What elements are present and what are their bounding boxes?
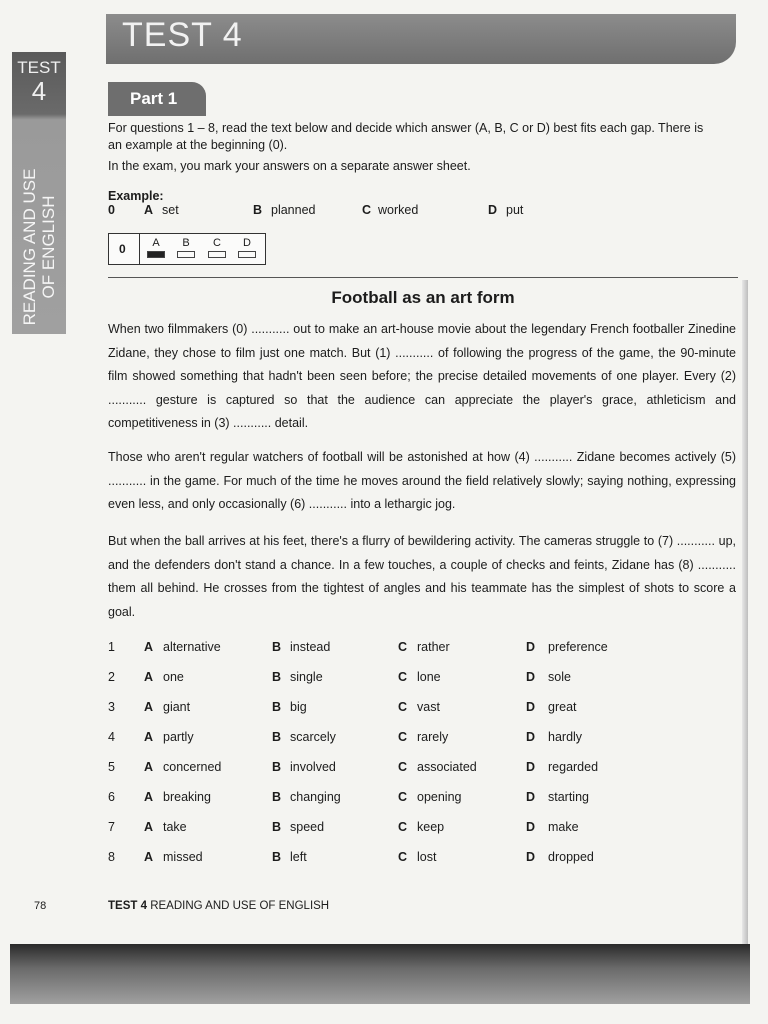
- footer-test: TEST 4: [108, 900, 147, 912]
- option-letter: B: [272, 850, 282, 864]
- option-word: breaking: [163, 790, 211, 804]
- question-row: [108, 850, 728, 870]
- option-word: hardly: [548, 730, 583, 744]
- question-row: [108, 730, 728, 750]
- option-word: keep: [417, 820, 445, 834]
- example-number: 0: [108, 203, 115, 217]
- example-option-word: set: [162, 203, 179, 217]
- option-word: giant: [163, 700, 191, 714]
- option-word: partly: [163, 730, 194, 744]
- example-option-letter: C: [362, 203, 372, 217]
- option-letter: B: [272, 790, 282, 804]
- answer-mark-filled: [147, 251, 165, 258]
- option-word: preference: [548, 640, 608, 654]
- instructions-line2: an example at the beginning (0).: [108, 138, 288, 152]
- example-option-letter: B: [253, 203, 263, 217]
- option-word: alternative: [163, 640, 221, 654]
- question-number: 1: [108, 640, 115, 654]
- option-letter: B: [272, 670, 282, 684]
- example-option-letter: A: [144, 203, 154, 217]
- option-letter: C: [398, 730, 408, 744]
- option-word: involved: [290, 760, 336, 774]
- option-word: starting: [548, 790, 589, 804]
- side-tab-line1: READING AND USE: [20, 168, 39, 326]
- option-word: vast: [417, 700, 440, 714]
- example-answer-box: [108, 233, 266, 265]
- option-word: instead: [290, 640, 331, 654]
- question-number: 3: [108, 700, 115, 714]
- option-word: missed: [163, 850, 203, 864]
- option-word: sole: [548, 670, 571, 684]
- answer-option-c: C: [207, 237, 227, 258]
- option-letter: B: [272, 820, 282, 834]
- option-letter: D: [526, 700, 536, 714]
- side-tab-section-name: [12, 162, 66, 332]
- example-option-word: worked: [378, 203, 419, 217]
- option-letter: D: [526, 790, 536, 804]
- option-letter: C: [398, 760, 408, 774]
- text-paragraph-1: When two filmmakers (0) ........... out to make an art-house movie about the legendary French footballer Zinedine Zidane, they chose to film just one match. But (1) ........... of following the progress of the game, the 90-minute film showed something that hadn't been seen before; the precise detailed movements of one player. Every (2) ........... gesture is captured so that the audience can appreciate the player's grace, athleticism and competitiveness in (3) ........... detail.: [108, 322, 736, 430]
- text-paragraph-3: But when the ball arrives at his feet, there's a flurry of bewildering activity. The cameras struggle to (7) ........... up, and the defenders don't stand a chance. In a few touches, a couple of checks and feints, Zidane has (8) ........... them all behind. He crosses from the tightest of angles and his teammate has the simplest of shots to score a goal.: [108, 534, 736, 619]
- example-option-word: put: [506, 203, 524, 217]
- option-word: dropped: [548, 850, 594, 864]
- footer-title: [108, 900, 329, 912]
- option-letter: A: [144, 850, 154, 864]
- option-word: rather: [417, 640, 450, 654]
- side-tab-number: 4: [31, 76, 47, 106]
- option-letter: A: [144, 760, 154, 774]
- answer-box-number: 0: [119, 242, 126, 256]
- option-word: lost: [417, 850, 437, 864]
- option-letter: D: [526, 730, 536, 744]
- option-letter: C: [398, 700, 408, 714]
- option-letter: A: [144, 730, 154, 744]
- answer-mark-empty: [177, 251, 195, 258]
- option-word: concerned: [163, 760, 222, 774]
- instructions-line3: In the exam, you mark your answers on a separate answer sheet.: [108, 159, 471, 173]
- instructions-line1: For questions 1 – 8, read the text below and decide which answer (A, B, C or D) best fits each gap. There is: [108, 121, 704, 135]
- answer-mark-empty: [238, 251, 256, 258]
- question-number: 4: [108, 730, 115, 744]
- option-letter: C: [398, 850, 408, 864]
- option-letter: A: [144, 700, 154, 714]
- option-word: scarcely: [290, 730, 336, 744]
- question-row: [108, 700, 728, 720]
- option-letter: D: [526, 640, 536, 654]
- option-word: changing: [290, 790, 341, 804]
- option-word: associated: [417, 760, 477, 774]
- option-word: speed: [290, 820, 325, 834]
- option-word: single: [290, 670, 323, 684]
- instructions: [108, 120, 728, 175]
- test-banner: [106, 14, 736, 64]
- example-heading: Example:: [108, 189, 164, 203]
- question-number: 5: [108, 760, 115, 774]
- question-row: [108, 640, 728, 660]
- option-letter: D: [526, 670, 536, 684]
- option-letter: C: [398, 820, 408, 834]
- text-title: Football as an art form: [331, 288, 515, 307]
- option-word: lone: [417, 670, 441, 684]
- option-word: one: [163, 670, 184, 684]
- side-tab-line2: OF ENGLISH: [39, 195, 58, 299]
- option-word: big: [290, 700, 307, 714]
- question-number: 7: [108, 820, 115, 834]
- option-word: rarely: [417, 730, 449, 744]
- question-row: [108, 670, 728, 690]
- example-option-word: planned: [271, 203, 316, 217]
- question-row: [108, 760, 728, 780]
- option-letter: A: [144, 790, 154, 804]
- option-word: left: [290, 850, 307, 864]
- option-word: make: [548, 820, 579, 834]
- option-word: opening: [417, 790, 462, 804]
- option-word: regarded: [548, 760, 599, 774]
- footer-section: READING AND USE OF ENGLISH: [150, 900, 330, 912]
- divider: [108, 277, 738, 278]
- option-letter: D: [526, 850, 536, 864]
- page-edge-shadow: [742, 280, 748, 944]
- part-label: Part 1: [108, 82, 206, 116]
- answer-option-d: D: [237, 237, 257, 258]
- answer-option-a: A: [146, 237, 166, 258]
- test-title: TEST 4: [122, 16, 243, 54]
- option-letter: D: [526, 760, 536, 774]
- option-letter: A: [144, 640, 154, 654]
- page-number: 78: [34, 900, 47, 912]
- answer-mark-empty: [208, 251, 226, 258]
- question-number: 8: [108, 850, 115, 864]
- option-letter: A: [144, 670, 154, 684]
- option-letter: D: [526, 820, 536, 834]
- option-letter: C: [398, 670, 408, 684]
- side-tab-test-label: [12, 58, 66, 104]
- option-letter: C: [398, 790, 408, 804]
- option-letter: B: [272, 640, 282, 654]
- option-word: take: [163, 820, 187, 834]
- example-option-letter: D: [488, 203, 498, 217]
- side-tab-word: TEST: [17, 58, 61, 77]
- question-row: [108, 790, 728, 810]
- text-paragraph-2: Those who aren't regular watchers of football will be astonished at how (4) ........... Zidane becomes actively (5) ........... in the game. For much of the time he moves around the field relatively slowly; saying nothing, expressing even less, and only occasionally (6) ........... into a lethargic jog.: [108, 450, 736, 511]
- answer-option-b: B: [176, 237, 196, 258]
- question-row: [108, 820, 728, 840]
- option-letter: B: [272, 730, 282, 744]
- option-letter: B: [272, 760, 282, 774]
- side-section-tab: [12, 52, 66, 334]
- question-number: 2: [108, 670, 115, 684]
- option-letter: C: [398, 640, 408, 654]
- option-letter: B: [272, 700, 282, 714]
- scan-bottom-shadow: [10, 944, 750, 1004]
- option-letter: A: [144, 820, 154, 834]
- question-number: 6: [108, 790, 115, 804]
- option-word: great: [548, 700, 577, 714]
